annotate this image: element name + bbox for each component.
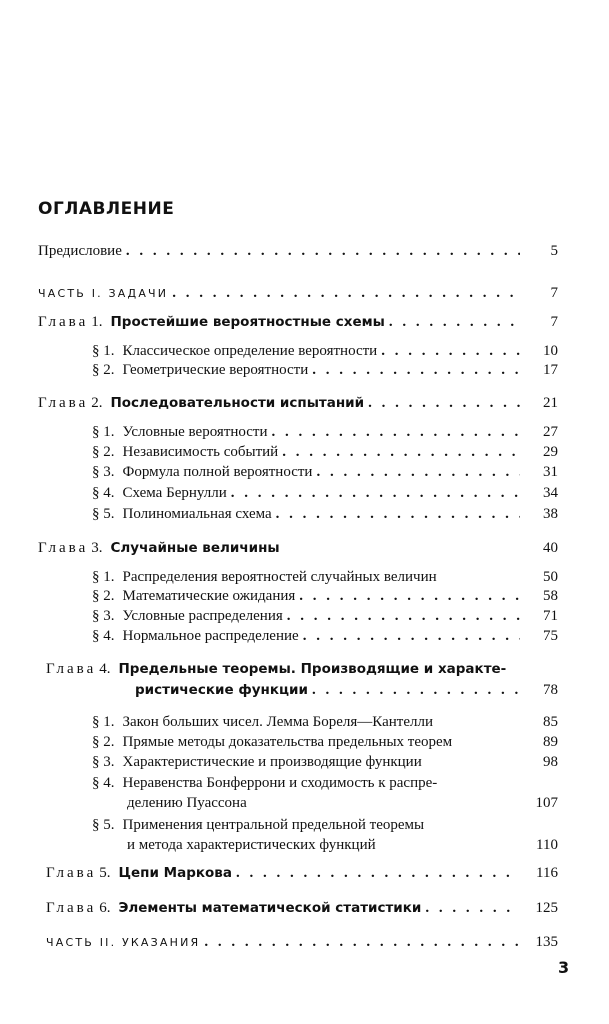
page-number: 71 [543, 608, 558, 624]
page-number: 75 [543, 628, 558, 644]
page-folio: 3 [558, 958, 570, 977]
toc-entry-section[interactable] [92, 585, 558, 607]
page-number: 34 [543, 485, 558, 501]
page-number: 135 [535, 934, 558, 950]
page-number: 7 [550, 314, 558, 330]
part-title: ЧАСТЬ II. УКАЗАНИЯ [46, 936, 201, 949]
page-number: 10 [543, 343, 558, 359]
chapter-title: Цепи Маркова [118, 865, 232, 881]
dot-leader [236, 862, 520, 884]
dot-leader [272, 421, 520, 443]
section-number: § 5. [92, 506, 115, 522]
chapter-label: Глава [38, 395, 89, 411]
chapter-number: 5. [99, 865, 111, 881]
toc-entry-section[interactable] [92, 731, 558, 753]
dot-leader [389, 311, 520, 333]
section-title: Нормальное распределение [122, 628, 299, 644]
toc-entry-chapter-3[interactable] [38, 537, 558, 559]
page-number: 89 [543, 734, 558, 750]
part-title: ЧАСТЬ I. ЗАДАЧИ [38, 287, 169, 300]
dot-leader [231, 482, 520, 504]
page-number: 116 [536, 865, 558, 881]
section-title-continued: делению Пуассона [127, 795, 247, 811]
section-title-continued: и метода характеристических функций [127, 837, 376, 853]
dot-leader [287, 605, 520, 627]
toc-entry-section[interactable] [92, 421, 558, 443]
dot-leader [299, 585, 520, 607]
section-number: § 5. [92, 817, 115, 833]
chapter-title: Элементы математической статистики [118, 900, 422, 916]
toc-entry-section[interactable] [92, 751, 558, 773]
dot-leader [276, 503, 520, 525]
page-number: 85 [543, 714, 558, 730]
page-number: 58 [543, 588, 558, 604]
toc-entry-section-line1[interactable] [92, 772, 437, 794]
toc-entry-chapter-4[interactable] [135, 679, 558, 701]
page-number: 5 [550, 243, 558, 259]
section-number: § 1. [92, 343, 115, 359]
toc-entry-section[interactable] [92, 625, 558, 647]
chapter-label: Глава [46, 900, 97, 916]
toc-entry-section[interactable] [92, 461, 558, 483]
toc-entry-section[interactable] [92, 359, 558, 381]
toc-entry-preface[interactable] [38, 240, 558, 262]
toc-entry-section[interactable] [92, 711, 558, 733]
chapter-label: Глава [38, 540, 89, 556]
section-number: § 2. [92, 588, 115, 604]
page-number: 40 [543, 540, 558, 556]
toc-entry-part-1[interactable] [38, 282, 558, 304]
page-number: 29 [543, 444, 558, 460]
toc-entry-section[interactable] [92, 503, 558, 525]
page-number: 27 [543, 424, 558, 440]
page-number: 110 [536, 837, 558, 853]
section-number: § 1. [92, 714, 115, 730]
dot-leader [303, 625, 520, 647]
chapter-title: Простейшие вероятностные схемы [110, 314, 385, 330]
section-number: § 2. [92, 444, 115, 460]
section-number: § 2. [92, 734, 115, 750]
chapter-label: Глава [38, 314, 89, 330]
section-title: Геометрические вероятности [122, 362, 309, 378]
dot-leader [126, 240, 520, 262]
section-number: § 1. [92, 569, 115, 585]
section-number: § 4. [92, 485, 115, 501]
page-number: 78 [543, 682, 558, 698]
chapter-title: Случайные величины [110, 540, 280, 556]
section-title: Формула полной вероятности [122, 464, 313, 480]
chapter-title: Предельные теоремы. Производящие и характе- [118, 661, 507, 677]
section-number: § 4. [92, 628, 115, 644]
toc-entry-chapter-2[interactable] [38, 392, 558, 414]
page-number: 21 [543, 395, 558, 411]
toc-entry-section[interactable] [92, 482, 558, 504]
section-title: Схема Бернулли [122, 485, 227, 501]
dot-leader [172, 282, 520, 304]
section-title: Применения центральной предельной теоремы [122, 817, 425, 833]
chapter-label: Глава [46, 865, 97, 881]
chapter-title-continued: ристические функции [135, 682, 308, 698]
chapter-number: 4. [99, 661, 111, 677]
toc-entry-section[interactable] [127, 834, 558, 856]
page-number: 17 [543, 362, 558, 378]
section-title: Неравенства Бонферрони и сходимость к распре- [122, 775, 438, 791]
dot-leader [204, 931, 520, 953]
section-number: § 1. [92, 424, 115, 440]
chapter-title: Последовательности испытаний [110, 395, 365, 411]
section-title: Распределения вероятностей случайных величин [122, 569, 437, 585]
chapter-number: 1. [91, 314, 103, 330]
toc-title: ОГЛАВЛЕНИЕ [38, 199, 175, 219]
section-number: § 2. [92, 362, 115, 378]
section-number: § 3. [92, 464, 115, 480]
toc-entry-section-line1[interactable] [92, 814, 424, 836]
toc-entry-chapter-5[interactable] [46, 862, 558, 884]
section-title: Условные распределения [122, 608, 283, 624]
section-number: § 3. [92, 608, 115, 624]
page-number: 125 [535, 900, 558, 916]
toc-entry-part-2[interactable] [46, 931, 558, 953]
dot-leader [425, 897, 520, 919]
section-title: Полиномиальная схема [122, 506, 272, 522]
toc-entry-section[interactable] [92, 605, 558, 627]
section-title: Закон больших чисел. Лемма Бореля—Кантелли [122, 714, 433, 730]
chapter-number: 2. [91, 395, 103, 411]
toc-entry-section[interactable] [127, 792, 558, 814]
toc-entry-chapter-4-line1[interactable] [46, 658, 506, 680]
section-title: Условные вероятности [122, 424, 268, 440]
page-number: 98 [543, 754, 558, 770]
toc-entry-chapter-6[interactable] [46, 897, 558, 919]
page-number: 7 [550, 285, 558, 301]
section-title: Характеристические и производящие функции [122, 754, 422, 770]
dot-leader [312, 359, 520, 381]
section-title: Математические ожидания [122, 588, 296, 604]
toc-entry-chapter-1[interactable] [38, 311, 558, 333]
page-number: 50 [543, 569, 558, 585]
section-title: Прямые методы доказательства предельных теорем [122, 734, 453, 750]
page-number: 38 [543, 506, 558, 522]
chapter-label: Глава [46, 661, 97, 677]
entry-title: Предисловие [38, 243, 122, 259]
page-number: 31 [543, 464, 558, 480]
toc-entry-section[interactable] [92, 441, 558, 463]
section-number: § 4. [92, 775, 115, 791]
dot-leader [282, 441, 520, 463]
section-number: § 3. [92, 754, 115, 770]
section-title: Классическое определение вероятности [122, 343, 378, 359]
section-title: Независимость событий [122, 444, 279, 460]
page-number: 107 [535, 795, 558, 811]
chapter-number: 3. [91, 540, 103, 556]
chapter-number: 6. [99, 900, 111, 916]
dot-leader [312, 679, 520, 701]
dot-leader [368, 392, 520, 414]
dot-leader [316, 461, 520, 483]
